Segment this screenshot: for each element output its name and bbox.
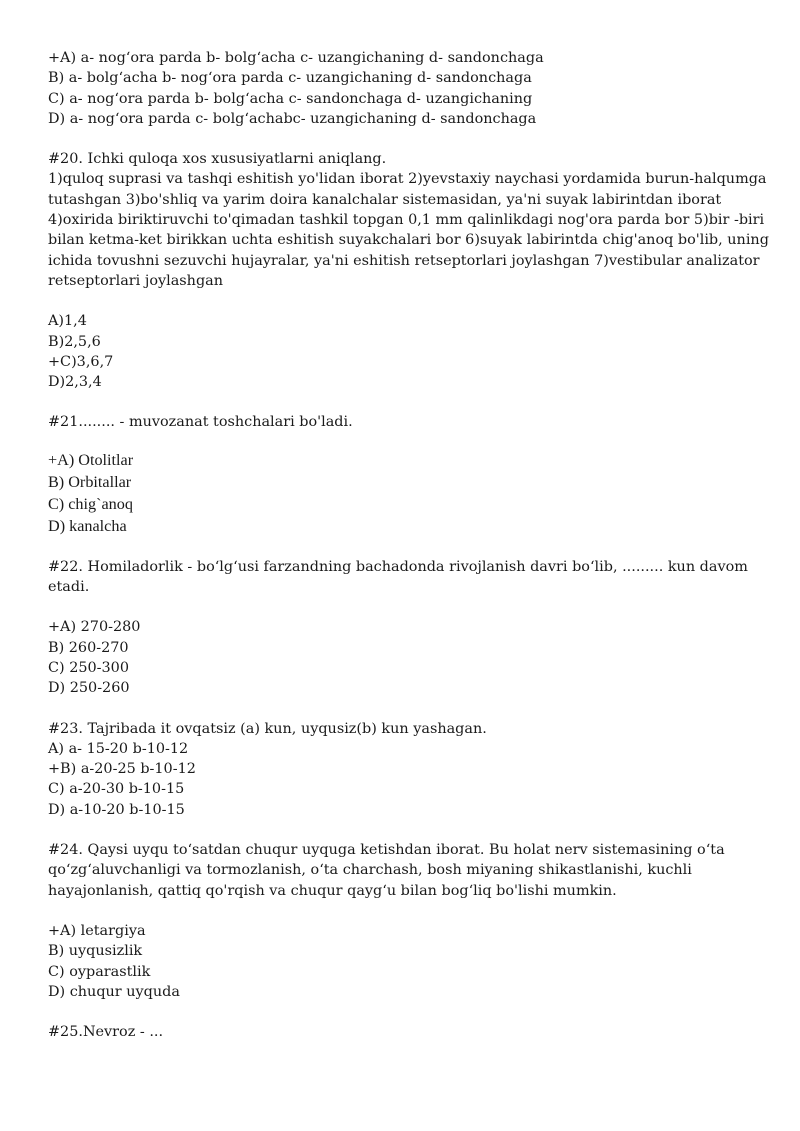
q23-option-b: +B) a-20-25 b-10-12 bbox=[48, 761, 196, 778]
q21-title: #21........ - muvozanat toshchalari bo'ladi. bbox=[48, 414, 353, 431]
q21-option-a: +A) Otolitlar bbox=[48, 450, 134, 469]
q20-body-line: 4)oxirida biriktiruvchi to'qimadan tashkil topgan 0,1 mm qalinlikdagi nog'ora parda bor 5)bir -biri bbox=[48, 212, 765, 229]
q22-option-d: D) 250-260 bbox=[48, 680, 130, 697]
q24-option-c: C) oyparastlik bbox=[48, 963, 151, 980]
q19-options bbox=[48, 48, 760, 129]
q22-title-line: #22. Homiladorlik - bo‘lg‘usi farzandning bachadonda rivojlanish davri bo‘lib, ......... kun davom bbox=[48, 558, 748, 575]
q23-option-c: C) a-20-30 b-10-15 bbox=[48, 781, 185, 798]
question-23 bbox=[48, 719, 760, 820]
question-20 bbox=[48, 149, 769, 392]
q22-title-line: etadi. bbox=[48, 579, 90, 596]
q22-option-a: +A) 270-280 bbox=[48, 619, 141, 636]
q24-option-d: D) chuqur uyquda bbox=[48, 983, 180, 1000]
q21-option-b: B) Orbitallar bbox=[48, 472, 132, 491]
q24-option-a: +A) letargiya bbox=[48, 922, 146, 939]
question-25 bbox=[48, 1022, 760, 1042]
q23-title: #23. Tajribada it ovqatsiz (a) kun, uyqusiz(b) kun yashagan. bbox=[48, 720, 487, 737]
q20-body-line: bilan ketma-ket birikkan uchta eshitish suyakchalari bor 6)suyak labirintda chig'anoq bo'lib, uning bbox=[48, 232, 769, 249]
q20-option-c: +C)3,6,7 bbox=[48, 353, 114, 370]
q24-option-b: B) uyqusizlik bbox=[48, 943, 143, 960]
q21-option-d: D) kanalcha bbox=[48, 516, 127, 535]
q19-option-b: B) a- bolg‘acha b- nog‘ora parda c- uzangichaning d- sandonchaga bbox=[48, 70, 532, 87]
q19-option-a: +A) a- nog‘ora parda b- bolg‘acha c- uzangichaning d- sandonchaga bbox=[48, 50, 544, 66]
q22-option-b: B) 260-270 bbox=[48, 639, 129, 656]
q20-body-line: retseptorlari joylashgan bbox=[48, 272, 224, 289]
q20-body-line: ichida tovushni sezuvchi hujayralar, ya'ni eshitish retseptorlari joylashgan 7)vestibular analizator bbox=[48, 252, 760, 269]
q20-option-a: A)1,4 bbox=[48, 313, 87, 330]
question-21 bbox=[48, 412, 760, 536]
q22-option-c: C) 250-300 bbox=[48, 659, 129, 676]
q25-title: #25.Nevroz - ... bbox=[48, 1024, 164, 1041]
question-24 bbox=[48, 840, 760, 1002]
q23-option-d: D) a-10-20 b-10-15 bbox=[48, 801, 185, 818]
q20-body-line: 1)quloq suprasi va tashqi eshitish yo'lidan iborat 2)yevstaxiy naychasi yordamida burun-halqumga bbox=[48, 171, 767, 188]
q24-title-line: hayajonlanish, qattiq qo'rqish va chuqur qayg‘u bilan bog‘liq bo'lishi mumkin. bbox=[48, 882, 617, 899]
q24-title-line: #24. Qaysi uyqu to‘satdan chuqur uyquga ketishdan iborat. Bu holat nerv sistemasining o‘ta bbox=[48, 842, 725, 859]
question-22 bbox=[48, 557, 760, 699]
q24-title-line: qo‘zg‘aluvchanligi va tormozlanish, o‘ta charchash, bosh miyaning shikastlanishi, kuchli bbox=[48, 862, 692, 879]
document-page bbox=[48, 48, 769, 1042]
q20-option-d: D)2,3,4 bbox=[48, 374, 102, 391]
q23-option-a: A) a- 15-20 b-10-12 bbox=[48, 740, 189, 757]
q19-option-d: D) a- nog‘ora parda c- bolg‘achabc- uzangichaning d- sandonchaga bbox=[48, 110, 537, 127]
q19-option-c: C) a- nog‘ora parda b- bolg‘acha c- sandonchaga d- uzangichaning bbox=[48, 90, 533, 107]
q20-title: #20. Ichki quloqa xos xususiyatlarni aniqlang. bbox=[48, 151, 387, 168]
q20-option-b: B)2,5,6 bbox=[48, 333, 101, 350]
q21-option-c: C) chig`anoq bbox=[48, 494, 133, 513]
q20-body-line: tutashgan 3)bo'shliq va yarim doira kanalchalar sistemasidan, ya'ni suyak labirintdan iborat bbox=[48, 191, 722, 208]
